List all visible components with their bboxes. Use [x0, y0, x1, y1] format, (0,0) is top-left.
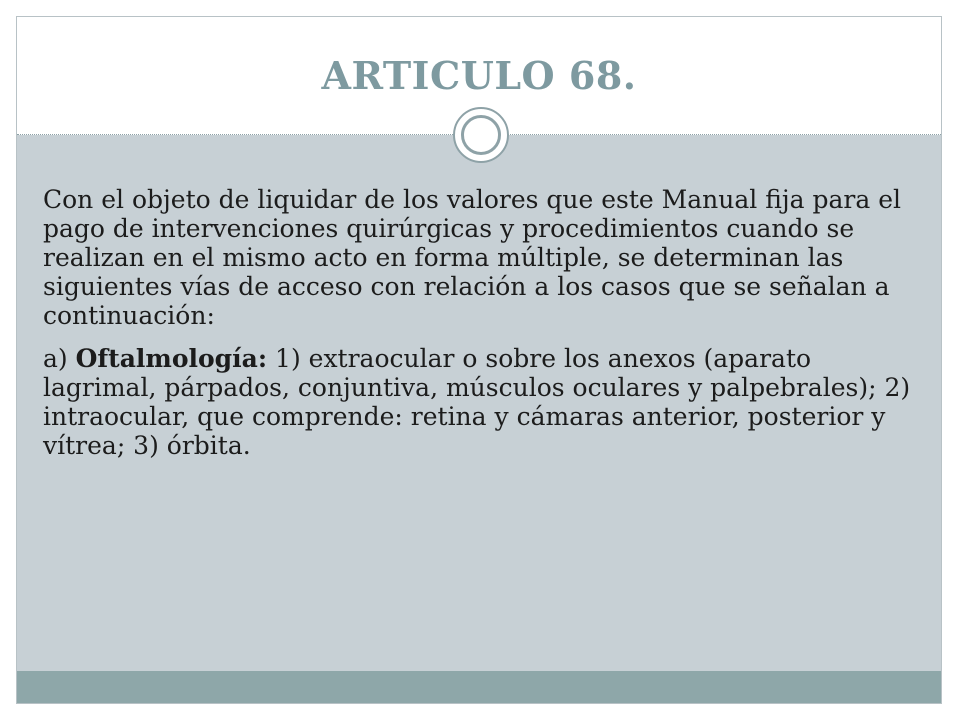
paragraph-intro-text: Con el objeto de liquidar de los valores que este Manual fija para el pago de intervenciones quirúrgicas y procedimientos cuando se realizan en el mismo acto en forma múltiple, se determinan las siguientes vías de acceso con relación a los casos que se señalan a continuación:	[43, 185, 902, 330]
circle-ornament-icon	[453, 107, 509, 163]
section-heading: Oftalmología:	[75, 344, 268, 373]
footer-bar	[17, 671, 941, 703]
slide-title: ARTICULO 68.	[321, 53, 637, 98]
circle-ornament-inner	[461, 115, 501, 155]
list-marker: a)	[43, 344, 76, 373]
slide	[16, 16, 942, 704]
content-area	[17, 135, 941, 671]
paragraph-ophthalmology	[43, 344, 923, 460]
body-text	[43, 185, 923, 474]
paragraph-intro	[43, 185, 923, 330]
paragraph-ophthalmology-text: 1) extraocular o sobre los anexos (aparato lagrimal, párpados, conjuntiva, músculos oculares y palpebrales); 2) intraocular, que comprende: retina y cámaras anterior, posterior y vítrea; 3) órbita.	[43, 344, 911, 460]
